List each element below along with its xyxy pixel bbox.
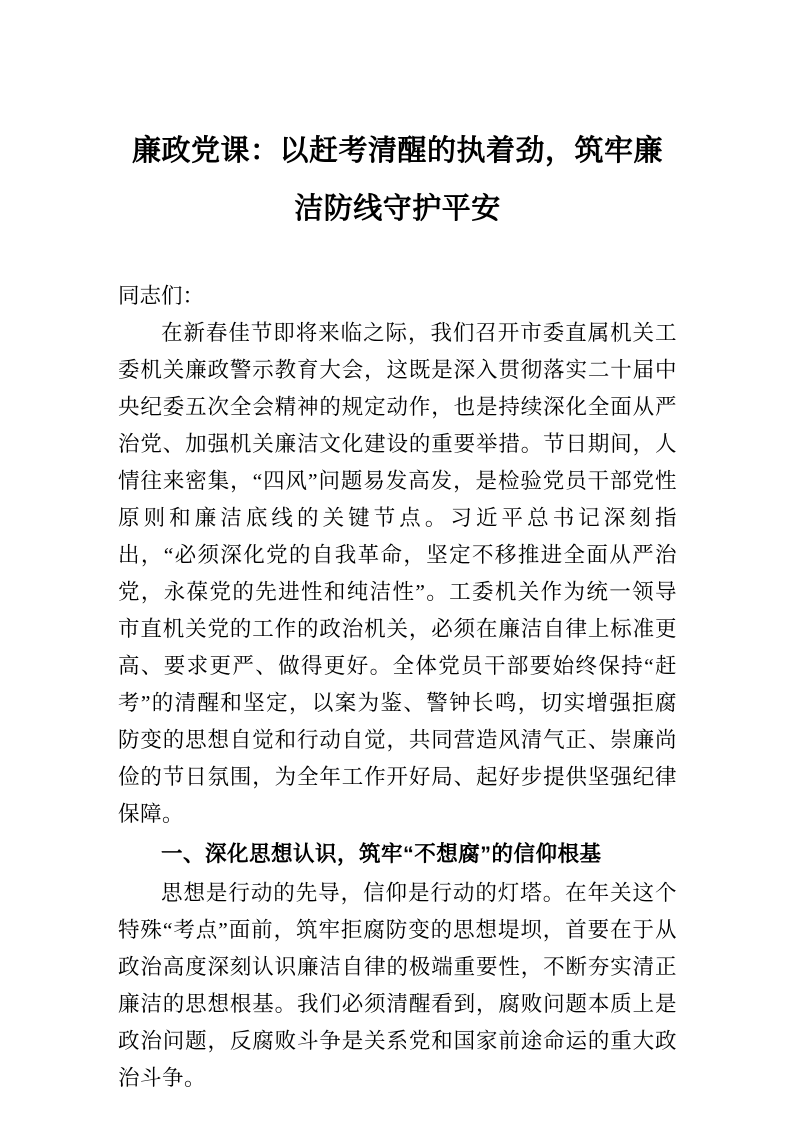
section-heading-1: 一、深化思想认识，筑牢“不想腐”的信仰根基 — [161, 842, 602, 866]
paragraph-intro: 在新春佳节即将来临之际，我们召开市委直属机关工委机关廉政警示教育大会，这既是深入贯彻落实二十届中央纪委五次全会精神的规定动作，也是持续深化全面从严治党、加强机关廉洁文化建设的重要举措。节日期间，人情往来密集，“四风”问题易发高发，是检验党员干部党性原则和廉洁底线的关键节点。习近平总书记深刻指出，“必须深化党的自我革命，坚定不移推进全面从严治党，永葆党的先进性和纯洁性”。工委机关作为统一领导市直机关党的工作的政治机关，必须在廉洁自律上标准更高、要求更严、做得更好。全体党员干部要始终保持“赶考”的清醒和坚定，以案为鉴、警钟长鸣，切实增强拒腐防变的思想自觉和行动自觉，共同营造风清气正、崇廉尚俭的节日氛围，为全年工作开好局、起好步提供坚强纪律保障。 — [118, 321, 677, 826]
salutation: 同志们： — [118, 284, 205, 308]
document-title: 廉政党课：以赶考清醒的执着劲，筑牢廉洁防线守护平安 — [131, 135, 663, 225]
paragraph-section-1-body: 思想是行动的先导，信仰是行动的灯塔。在年关这个特殊“考点”面前，筑牢拒腐防变的思想堤坝，首要在于从政治高度深刻认识廉洁自律的极端重要性，不断夯实清正廉洁的思想根基。我们必须清醒看到，腐败问题本质上是政治问题，反腐败斗争是关系党和国家前途命运的重大政治斗争。 — [118, 881, 677, 1090]
